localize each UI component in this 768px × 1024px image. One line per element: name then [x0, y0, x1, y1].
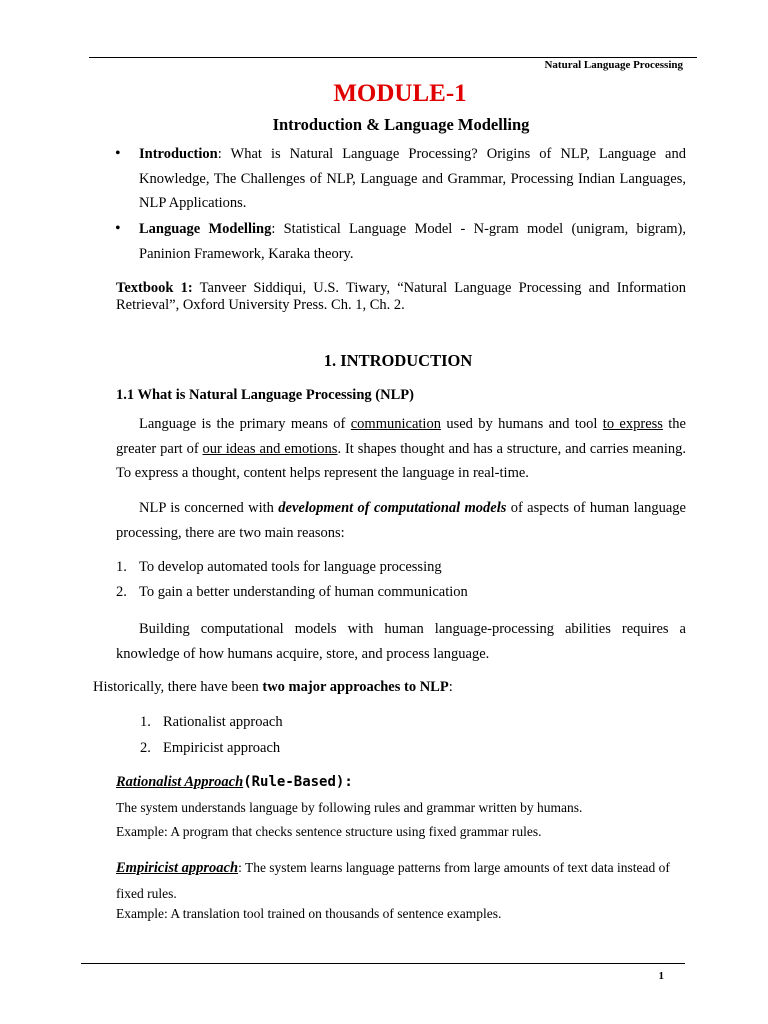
rationalist-tag: (Rule-Based): [243, 774, 353, 790]
reason-number: 1. [116, 559, 127, 575]
para-text: Historically, there have been [93, 679, 263, 695]
reason-item: To develop automated tools for language processing [139, 559, 442, 575]
page-number: 1 [658, 970, 664, 982]
approach-item: Rationalist approach [163, 714, 283, 730]
rationalist-description: The system understands language by following rules and grammar written by humans. [116, 800, 583, 815]
empiricist-text: : The system learns language patterns from large amounts of text data instead of fixed rules. [116, 860, 670, 901]
syllabus-item-language-modelling [139, 217, 686, 266]
reason-number: 2. [116, 584, 127, 600]
para-text: used by humans and tool [440, 416, 603, 432]
para-text: the greater part of [116, 416, 686, 457]
footer-rule [81, 963, 685, 964]
textbook-reference [116, 280, 686, 314]
approach-number: 2. [140, 740, 151, 756]
underlined-phrase: to express [602, 416, 663, 432]
paragraph-nlp-concern [116, 496, 686, 545]
underlined-phrase: communication [350, 416, 441, 432]
empiricist-paragraph [116, 855, 691, 906]
para-text: . It shapes thought and has a structure, and carries meaning. To express a thought, content helps represent the language in real-time. [116, 440, 686, 481]
para-text: NLP is concerned with [139, 500, 279, 516]
approach-item: Empiricist approach [163, 740, 281, 756]
subsection-heading: 1.1 What is Natural Language Processing (NLP) [116, 387, 414, 403]
header-rule [89, 57, 697, 58]
approaches-intro [93, 679, 453, 696]
syllabus-text: : Statistical Language Model - N-gram model (unigram, bigram), Paninion Framework, Karaka theory. [139, 221, 687, 262]
syllabus-label: Introduction [139, 146, 218, 162]
empiricist-title: Empiricist approach [116, 860, 239, 876]
para-text: Language is the primary means of [139, 416, 351, 432]
bullet-marker: • [115, 220, 121, 237]
syllabus-label: Language Modelling [139, 221, 272, 237]
approach-number: 1. [140, 714, 151, 730]
paragraph-building-models: Building computational models with human language-processing abilities requires a knowledge of how humans acquire, store, and process language. [116, 621, 686, 662]
rationalist-example: Example: A program that checks sentence structure using fixed grammar rules. [116, 824, 542, 839]
bullet-marker: • [115, 145, 121, 162]
textbook-text: Tanveer Siddiqui, U.S. Tiwary, “Natural Language Processing and Information Retrieval”, Oxford University Press. Ch. 1, Ch. 2. [116, 280, 687, 313]
reason-item: To gain a better understanding of human communication [139, 584, 468, 600]
para-text: : [448, 679, 453, 695]
bold-phrase: two major approaches to NLP [262, 679, 449, 695]
para-text: of aspects of human language processing, there are two main reasons: [116, 500, 686, 541]
running-header: Natural Language Processing [544, 59, 683, 71]
syllabus-item-introduction [139, 142, 686, 216]
module-title: MODULE-1 [333, 80, 467, 107]
emphasis-phrase: development of computational models [278, 500, 507, 516]
syllabus-text: : What is Natural Language Processing? Origins of NLP, Language and Knowledge, The Challenges of NLP, Language and Grammar, Processing Indian Languages, NLP Applications. [139, 146, 686, 211]
paragraph-language [116, 412, 686, 486]
module-subtitle: Introduction & Language Modelling [272, 115, 530, 134]
rationalist-heading [116, 773, 353, 791]
section-heading: 1. INTRODUCTION [323, 351, 473, 370]
empiricist-example: Example: A translation tool trained on thousands of sentence examples. [116, 906, 502, 921]
underlined-phrase: our ideas and emotions [202, 440, 338, 457]
rationalist-title: Rationalist Approach [116, 774, 244, 790]
textbook-label: Textbook 1: [116, 280, 193, 296]
